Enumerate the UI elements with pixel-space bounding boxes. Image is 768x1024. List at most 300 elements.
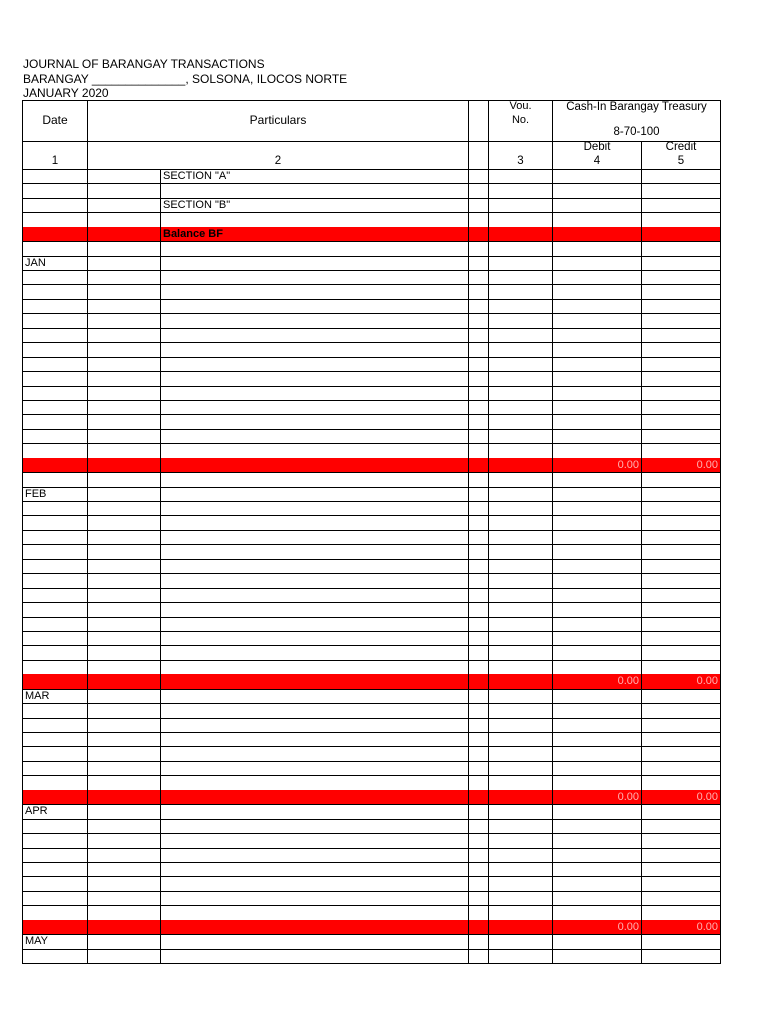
voucher-cell xyxy=(488,848,552,862)
debit-cell xyxy=(552,414,641,428)
journal-row xyxy=(22,544,721,558)
date-cell xyxy=(22,559,87,573)
sub-date-cell xyxy=(87,689,160,703)
date-cell xyxy=(22,775,87,789)
journal-row xyxy=(22,270,721,284)
sub-date-cell xyxy=(87,386,160,400)
particulars-cell xyxy=(160,631,468,645)
credit-cell xyxy=(641,313,721,327)
journal-row xyxy=(22,212,721,226)
credit-column-header xyxy=(641,141,721,169)
debit-cell xyxy=(552,761,641,775)
sub-date-cell xyxy=(87,270,160,284)
credit-cell xyxy=(641,284,721,298)
spacer-cell xyxy=(468,674,488,688)
date-cell xyxy=(22,212,87,226)
particulars-cell xyxy=(160,746,468,760)
date-cell xyxy=(22,949,87,963)
date-cell xyxy=(22,573,87,587)
credit-cell xyxy=(641,559,721,573)
particulars-cell xyxy=(160,920,468,934)
journal-row xyxy=(22,183,721,197)
spacer-cell xyxy=(468,689,488,703)
sub-date-cell xyxy=(87,501,160,515)
sub-date-cell xyxy=(87,848,160,862)
credit-cell xyxy=(641,833,721,847)
journal-row xyxy=(22,256,721,270)
month-label: APR xyxy=(25,805,48,818)
spacer-cell xyxy=(468,198,488,212)
credit-cell xyxy=(641,544,721,558)
journal-row xyxy=(22,501,721,515)
credit-cell xyxy=(641,241,721,255)
date-cell xyxy=(22,703,87,717)
sub-date-cell xyxy=(87,284,160,298)
date-cell xyxy=(22,862,87,876)
voucher-cell xyxy=(488,631,552,645)
debit-cell xyxy=(552,530,641,544)
spacer-cell xyxy=(468,645,488,659)
voucher-cell xyxy=(488,544,552,558)
credit-cell xyxy=(641,645,721,659)
spacer-cell xyxy=(468,588,488,602)
spacer-cell xyxy=(468,949,488,963)
voucher-cell xyxy=(488,617,552,631)
amount-value: 0.00 xyxy=(617,458,639,471)
sub-date-cell xyxy=(87,357,160,371)
credit-cell xyxy=(641,487,721,501)
date-cell xyxy=(22,487,87,501)
month-label: FEB xyxy=(25,487,47,500)
journal-row xyxy=(22,631,721,645)
sub-date-cell xyxy=(87,920,160,934)
credit-cell xyxy=(641,891,721,905)
date-cell xyxy=(22,328,87,342)
voucher-cell xyxy=(488,241,552,255)
particulars-cell xyxy=(160,848,468,862)
journal-row xyxy=(22,429,721,443)
spacer-cell xyxy=(468,487,488,501)
credit-cell xyxy=(641,660,721,674)
debit-cell xyxy=(552,227,641,241)
debit-cell xyxy=(552,212,641,226)
spacer-cell xyxy=(468,400,488,414)
credit-cell xyxy=(641,934,721,948)
credit-cell xyxy=(641,949,721,963)
particulars-cell xyxy=(160,718,468,732)
date-cell xyxy=(22,660,87,674)
sub-date-cell xyxy=(87,212,160,226)
particulars-column-header: Particulars xyxy=(87,100,468,141)
debit-cell xyxy=(552,443,641,457)
credit-cell xyxy=(641,530,721,544)
voucher-cell xyxy=(488,169,552,183)
particulars-text: SECTION "B" xyxy=(163,198,231,211)
voucher-cell xyxy=(488,876,552,890)
credit-cell xyxy=(641,414,721,428)
spacer-cell xyxy=(468,501,488,515)
journal-row xyxy=(22,891,721,905)
date-cell xyxy=(22,270,87,284)
credit-cell xyxy=(641,212,721,226)
spacer-cell xyxy=(468,862,488,876)
debit-cell xyxy=(552,746,641,760)
sub-date-cell xyxy=(87,400,160,414)
debit-cell xyxy=(552,198,641,212)
credit-cell xyxy=(641,775,721,789)
debit-cell xyxy=(552,183,641,197)
debit-cell xyxy=(552,617,641,631)
particulars-cell xyxy=(160,689,468,703)
journal-row xyxy=(22,804,721,818)
sub-date-cell xyxy=(87,414,160,428)
credit-cell xyxy=(641,299,721,313)
debit-cell xyxy=(552,299,641,313)
debit-cell xyxy=(552,934,641,948)
sub-date-cell xyxy=(87,429,160,443)
spacer-cell xyxy=(468,270,488,284)
particulars-column-number xyxy=(87,141,468,169)
amount-value: 0.00 xyxy=(696,920,718,933)
particulars-cell xyxy=(160,328,468,342)
journal-row xyxy=(22,357,721,371)
credit-cell xyxy=(641,169,721,183)
debit-column-header xyxy=(552,141,641,169)
voucher-cell xyxy=(488,862,552,876)
sub-date-cell xyxy=(87,631,160,645)
sub-date-cell xyxy=(87,718,160,732)
date-cell xyxy=(22,371,87,385)
particulars-cell xyxy=(160,819,468,833)
credit-cell xyxy=(641,400,721,414)
particulars-number: 2 xyxy=(274,155,282,167)
sub-date-cell xyxy=(87,905,160,919)
credit-label: Credit xyxy=(665,141,697,153)
date-cell xyxy=(22,544,87,558)
date-cell xyxy=(22,905,87,919)
journal-row xyxy=(22,718,721,732)
journal-row xyxy=(22,414,721,428)
credit-cell xyxy=(641,790,721,804)
particulars-cell xyxy=(160,313,468,327)
voucher-cell xyxy=(488,732,552,746)
spacer-cell xyxy=(468,718,488,732)
debit-cell xyxy=(552,645,641,659)
date-cell xyxy=(22,891,87,905)
credit-cell xyxy=(641,804,721,818)
amount-value: 0.00 xyxy=(696,675,718,688)
date-cell xyxy=(22,241,87,255)
date-cell xyxy=(22,588,87,602)
journal-row xyxy=(22,588,721,602)
debit-cell xyxy=(552,891,641,905)
journal-row xyxy=(22,645,721,659)
credit-cell xyxy=(641,386,721,400)
voucher-header-line1: Vou. xyxy=(509,100,532,112)
sub-date-cell xyxy=(87,617,160,631)
date-cell xyxy=(22,848,87,862)
journal-row xyxy=(22,905,721,919)
voucher-cell xyxy=(488,761,552,775)
spacer-cell xyxy=(468,544,488,558)
spacer-cell xyxy=(468,790,488,804)
date-cell xyxy=(22,284,87,298)
credit-cell xyxy=(641,848,721,862)
particulars-cell xyxy=(160,400,468,414)
spacer-cell xyxy=(468,313,488,327)
particulars-cell xyxy=(160,371,468,385)
credit-cell xyxy=(641,328,721,342)
column-number-row xyxy=(22,141,721,169)
particulars-cell xyxy=(160,386,468,400)
debit-cell xyxy=(552,703,641,717)
voucher-cell xyxy=(488,443,552,457)
spacer-cell xyxy=(468,530,488,544)
sub-date-cell xyxy=(87,876,160,890)
credit-cell xyxy=(641,920,721,934)
voucher-cell xyxy=(488,602,552,616)
journal-title: JOURNAL OF BARANGAY TRANSACTIONS xyxy=(23,57,265,71)
journal-row xyxy=(22,617,721,631)
sub-date-cell xyxy=(87,458,160,472)
spacer-cell xyxy=(468,905,488,919)
journal-row xyxy=(22,660,721,674)
date-cell xyxy=(22,819,87,833)
credit-cell xyxy=(641,458,721,472)
date-cell xyxy=(22,617,87,631)
date-cell xyxy=(22,299,87,313)
credit-cell xyxy=(641,515,721,529)
spacer-cell xyxy=(468,891,488,905)
journal-row xyxy=(22,746,721,760)
debit-cell xyxy=(552,876,641,890)
voucher-cell xyxy=(488,515,552,529)
particulars-cell xyxy=(160,891,468,905)
date-cell xyxy=(22,515,87,529)
particulars-cell xyxy=(160,775,468,789)
spacer-cell xyxy=(468,573,488,587)
sub-date-cell xyxy=(87,198,160,212)
voucher-cell xyxy=(488,689,552,703)
sub-date-cell xyxy=(87,183,160,197)
credit-cell xyxy=(641,905,721,919)
credit-cell xyxy=(641,617,721,631)
particulars-cell xyxy=(160,703,468,717)
credit-cell xyxy=(641,876,721,890)
voucher-cell xyxy=(488,487,552,501)
spacer-column-number xyxy=(468,141,488,169)
voucher-cell xyxy=(488,371,552,385)
spacer-cell xyxy=(468,429,488,443)
credit-cell xyxy=(641,703,721,717)
date-cell xyxy=(22,689,87,703)
debit-cell xyxy=(552,602,641,616)
date-cell xyxy=(22,313,87,327)
particulars-cell xyxy=(160,299,468,313)
voucher-cell xyxy=(488,313,552,327)
voucher-cell xyxy=(488,212,552,226)
sub-date-cell xyxy=(87,790,160,804)
voucher-cell xyxy=(488,819,552,833)
particulars-cell xyxy=(160,530,468,544)
voucher-number: 3 xyxy=(517,155,524,167)
spacer-cell xyxy=(468,443,488,457)
sub-date-cell xyxy=(87,313,160,327)
date-cell xyxy=(22,458,87,472)
spacer-cell xyxy=(468,371,488,385)
debit-cell xyxy=(552,674,641,688)
month-label: JAN xyxy=(25,256,46,269)
sub-date-cell xyxy=(87,746,160,760)
column-header-row xyxy=(22,100,721,141)
voucher-cell xyxy=(488,386,552,400)
sub-date-cell xyxy=(87,530,160,544)
particulars-cell xyxy=(160,790,468,804)
particulars-cell xyxy=(160,472,468,486)
date-cell xyxy=(22,761,87,775)
amount-value: 0.00 xyxy=(617,675,639,688)
voucher-header-line2: No. xyxy=(511,114,530,126)
spacer-cell xyxy=(468,617,488,631)
sub-date-cell xyxy=(87,544,160,558)
spacer-cell xyxy=(468,703,488,717)
journal-row xyxy=(22,573,721,587)
journal-row xyxy=(22,198,721,212)
journal-row xyxy=(22,443,721,457)
voucher-cell xyxy=(488,299,552,313)
spacer-cell xyxy=(468,920,488,934)
journal-row xyxy=(22,284,721,298)
date-cell xyxy=(22,530,87,544)
spacer-cell xyxy=(468,602,488,616)
date-cell xyxy=(22,790,87,804)
particulars-cell xyxy=(160,487,468,501)
journal-row xyxy=(22,848,721,862)
voucher-cell xyxy=(488,414,552,428)
voucher-cell xyxy=(488,270,552,284)
particulars-cell xyxy=(160,559,468,573)
total-row xyxy=(22,458,721,472)
spacer-cell xyxy=(468,256,488,270)
debit-cell xyxy=(552,458,641,472)
credit-cell xyxy=(641,183,721,197)
spacer-cell xyxy=(468,559,488,573)
journal-row xyxy=(22,241,721,255)
sub-date-cell xyxy=(87,934,160,948)
spacer-cell xyxy=(468,660,488,674)
credit-number: 5 xyxy=(677,155,685,167)
date-cell xyxy=(22,804,87,818)
voucher-cell xyxy=(488,703,552,717)
month-label: MAR xyxy=(25,689,50,702)
particulars-cell xyxy=(160,284,468,298)
sub-date-cell xyxy=(87,443,160,457)
journal-row xyxy=(22,371,721,385)
particulars-cell xyxy=(160,198,468,212)
particulars-cell xyxy=(160,342,468,356)
particulars-cell xyxy=(160,183,468,197)
date-cell xyxy=(22,256,87,270)
credit-cell xyxy=(641,588,721,602)
particulars-cell xyxy=(160,227,468,241)
spacer-cell xyxy=(468,746,488,760)
spacer-cell xyxy=(468,819,488,833)
spacer-cell xyxy=(468,876,488,890)
journal-row xyxy=(22,559,721,573)
particulars-cell xyxy=(160,501,468,515)
voucher-cell xyxy=(488,674,552,688)
total-row xyxy=(22,790,721,804)
debit-cell xyxy=(552,400,641,414)
sub-date-cell xyxy=(87,559,160,573)
sub-date-cell xyxy=(87,862,160,876)
particulars-cell xyxy=(160,949,468,963)
particulars-cell xyxy=(160,573,468,587)
voucher-cell xyxy=(488,559,552,573)
particulars-cell xyxy=(160,934,468,948)
voucher-cell xyxy=(488,501,552,515)
voucher-cell xyxy=(488,227,552,241)
particulars-cell xyxy=(160,429,468,443)
spacer-cell xyxy=(468,227,488,241)
spacer-cell xyxy=(468,169,488,183)
voucher-cell xyxy=(488,645,552,659)
debit-cell xyxy=(552,862,641,876)
spacer-cell xyxy=(468,284,488,298)
date-cell xyxy=(22,876,87,890)
voucher-cell xyxy=(488,775,552,789)
debit-number: 4 xyxy=(593,155,601,167)
debit-cell xyxy=(552,544,641,558)
spacer-cell xyxy=(468,299,488,313)
journal-row xyxy=(22,703,721,717)
total-row xyxy=(22,920,721,934)
date-cell xyxy=(22,414,87,428)
journal-row xyxy=(22,530,721,544)
voucher-cell xyxy=(488,429,552,443)
voucher-cell xyxy=(488,718,552,732)
particulars-cell xyxy=(160,544,468,558)
sub-date-cell xyxy=(87,227,160,241)
total-row xyxy=(22,674,721,688)
journal-row xyxy=(22,299,721,313)
amount-value: 0.00 xyxy=(617,790,639,803)
journal-row xyxy=(22,313,721,327)
debit-cell xyxy=(552,718,641,732)
voucher-cell xyxy=(488,905,552,919)
sub-date-cell xyxy=(87,342,160,356)
sub-date-cell xyxy=(87,819,160,833)
cash-in-treasury-title: Cash-In Barangay Treasury xyxy=(566,101,707,113)
spacer-cell xyxy=(468,472,488,486)
journal-row xyxy=(22,602,721,616)
spacer-cell xyxy=(468,631,488,645)
debit-cell xyxy=(552,775,641,789)
debit-cell xyxy=(552,284,641,298)
particulars-cell xyxy=(160,674,468,688)
voucher-cell xyxy=(488,934,552,948)
sub-date-cell xyxy=(87,674,160,688)
voucher-cell xyxy=(488,588,552,602)
particulars-cell xyxy=(160,761,468,775)
particulars-cell xyxy=(160,905,468,919)
debit-cell xyxy=(552,386,641,400)
date-cell xyxy=(22,645,87,659)
debit-cell xyxy=(552,660,641,674)
journal-row xyxy=(22,400,721,414)
credit-cell xyxy=(641,631,721,645)
particulars-cell xyxy=(160,833,468,847)
